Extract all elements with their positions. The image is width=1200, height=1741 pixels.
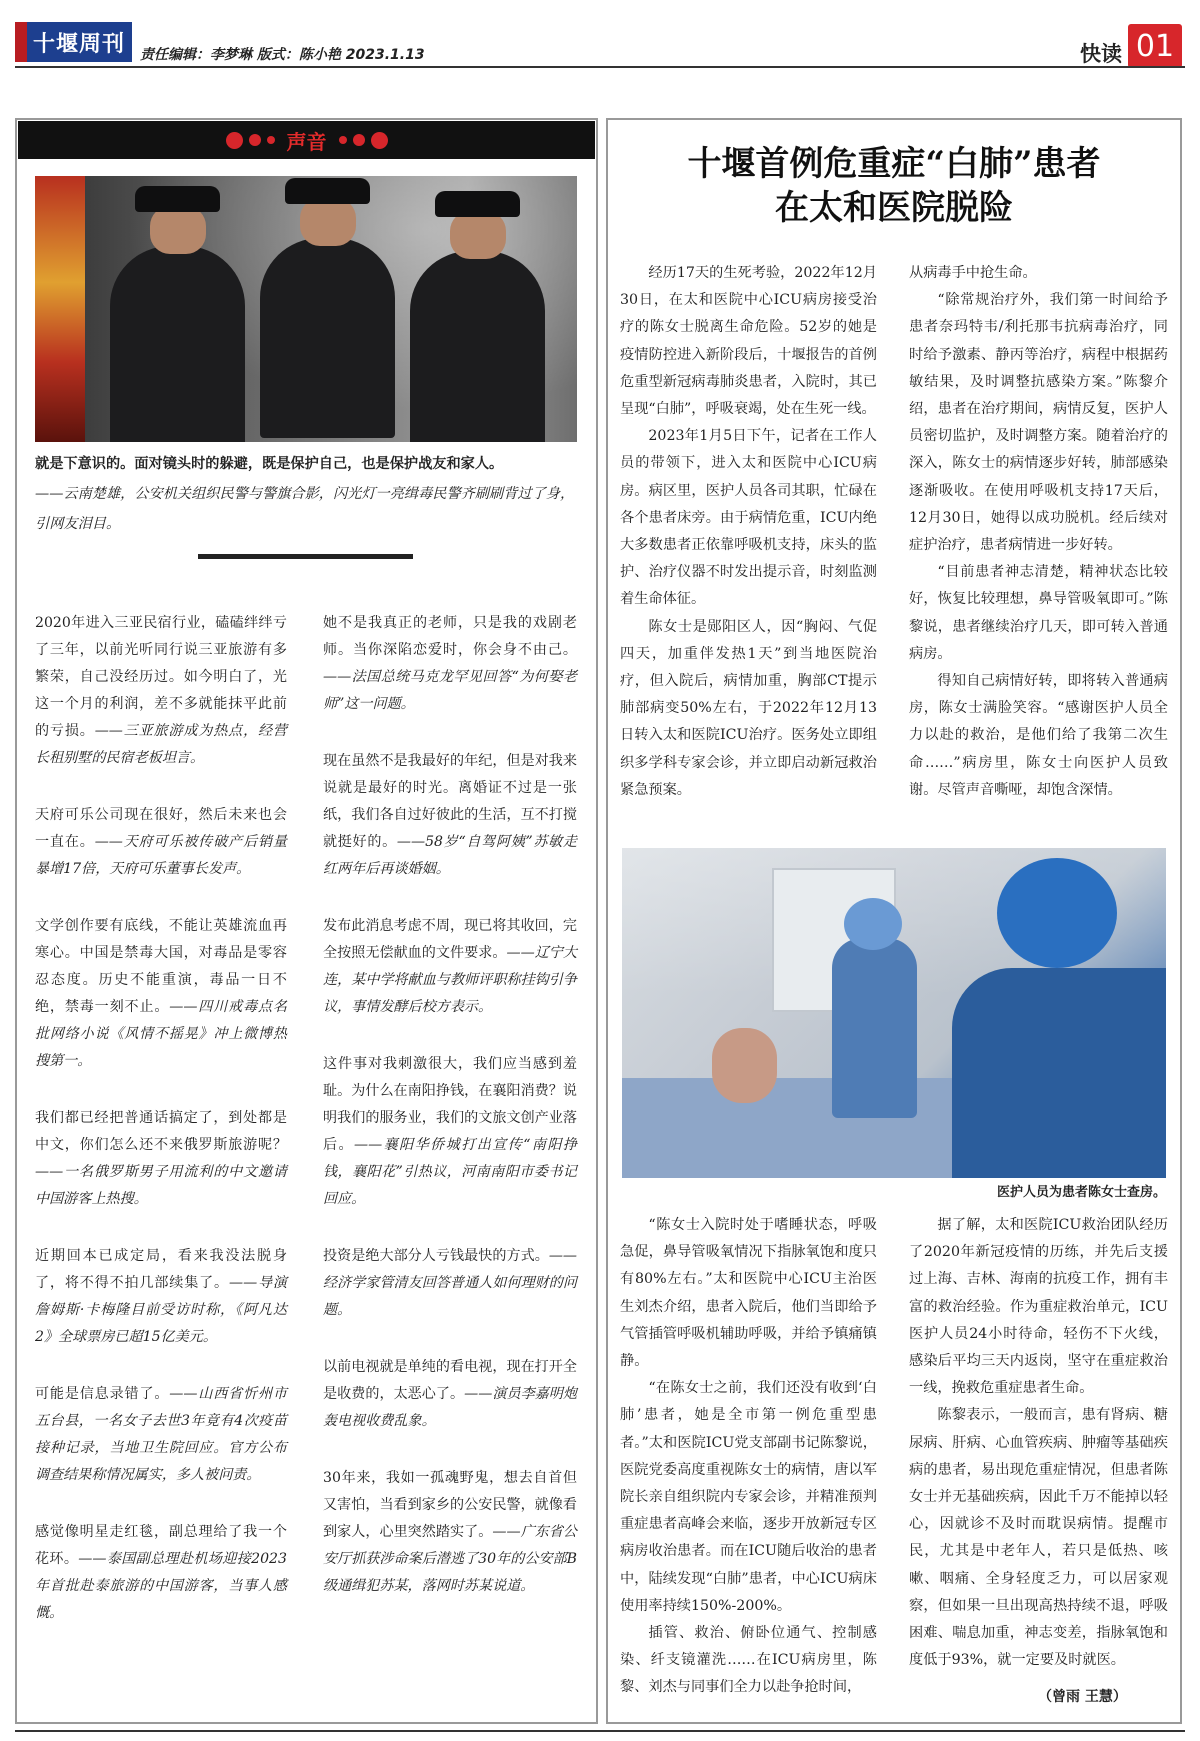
paragraph: 陈女士是郧阳区人，因“胸闷、气促四天，加重伴发热1天”到当地医院治疗，但入院后，病情加重，胸部CT提示肺部病变50%左右，于2022年12月13日转入太和医院ICU治疗。医务处立即组织多学科专家会诊，并立即启动新冠救治紧急预案。 [620, 618, 877, 798]
section-label: 快读 [1080, 42, 1122, 66]
nurse-cap [844, 898, 902, 950]
paragraph: 从病毒手中抢生命。 [909, 265, 1037, 281]
paragraph: 经历17天的生死考验，2022年12月30日，在太和医院中心ICU病房接受治疗的陈女士脱离生命危险。52岁的她是疫情防控进入新阶段后，十堰报告的首例危重型新冠病毒肺炎患者，入院时，其已呈现“白肺”，呼吸衰竭，处在生死一线。 [620, 265, 877, 418]
voice-header-bar [18, 121, 595, 159]
officer-cap [285, 178, 370, 204]
quote-item: 可能是信息录错了。——山西省忻州市五台县，一名女子去世3年竟有4次疫苗接种记录，当地卫生院回应。官方公布调查结果称情况属实，多人被问责。 [35, 1386, 288, 1483]
logo-text: 十堰周刊 [33, 30, 126, 57]
headline-line-1: 十堰首例危重症“白肺”患者 [687, 144, 1101, 184]
article-column-1-bottom [620, 1212, 877, 1702]
quote-item: 2020年进入三亚民宿行业，磕磕绊绊亏了三年，以前光听同行说三亚旅游有多繁荣，自己没经历过。如今明白了，光这一个月的利润，差不多就能抹平此前的亏损。——三亚旅游成为热点，经营长租别墅的民宿老板坦言。 [35, 615, 288, 766]
article-column-2-top [909, 260, 1168, 804]
quote-item: 以前电视就是单纯的看电视，现在打开全是收费的，太恶心了。——演员李嘉明炮轰电视收费乱象。 [323, 1359, 578, 1429]
voice-title: 声音 [286, 129, 327, 154]
caption-source-text: ——云南楚雄，公安机关组织民警与警旗合影，闪光灯一亮缉毒民警齐刷刷背过了身，引网友泪目。 [35, 486, 575, 532]
officer-figure [110, 246, 245, 442]
officer-figure [260, 238, 395, 438]
officer-figure [410, 251, 545, 442]
page-number: 01 [1128, 24, 1182, 68]
officer-cap [135, 186, 220, 212]
police-salute-photo [35, 176, 577, 442]
top-rule [15, 66, 1185, 68]
paragraph: 插管、救治、俯卧位通气、控制感染、纤支镜灌洗……在ICU病房里，陈黎、刘杰与同事们全力以赴争抢时间， [620, 1625, 877, 1696]
quote-item: 30年来，我如一孤魂野鬼，想去自首但又害怕，当看到家乡的公安民警，就像看到家人，心里突然踏实了。——广东省公安厅抓获涉命案后潜逃了30年的公安部B级通缉犯苏某，落网时苏某说道。 [323, 1470, 577, 1594]
paragraph: “除常规治疗外，我们第一时间给予患者奈玛特韦/利托那韦抗病毒治疗，同时给予激素、静丙等治疗，病程中根据药敏结果，及时调整抗感染方案。”陈黎介绍，患者在治疗期间，病情反复，医护人员密切监护，及时调整方案。随着治疗的深入，陈女士的病情逐步好转，肺部感染逐渐吸收。在使用呼吸机支持17天后，12月30日，她得以成功脱机。经后续对症护治疗，患者病情进一步好转。 [909, 292, 1168, 554]
quotes-column-right [323, 610, 577, 1630]
officer-head [150, 206, 206, 254]
photo-caption [35, 449, 580, 539]
quote-item: 感觉像明星走红毯，副总理给了我一个花环。——泰国副总理赴机场迎接2023年首批赴泰旅游的中国游客，当事人感慨。 [35, 1524, 287, 1621]
quotes-column-left [35, 610, 287, 1657]
quote-item: 天府可乐公司现在很好，然后未来也会一直在。——天府可乐被传破产后销量暴增17倍，天府可乐董事长发声。 [35, 807, 288, 877]
paragraph: 据了解，太和医院ICU救治团队经历了2020年新冠疫情的历练，并先后支援过上海、吉林、海南的抗疫工作，拥有丰富的救治经验。作为重症救治单元，ICU医护人员24小时待命，轻伤不下火线，感染后平均三天内返岗，坚守在重症救治一线，挽救危重症患者生命。 [909, 1217, 1168, 1397]
officer-cap [435, 191, 520, 217]
article-column-1-top [620, 260, 877, 804]
red-dot-icon [267, 136, 275, 144]
paragraph: “陈女士入院时处于嗜睡状态，呼吸急促，鼻导管吸氧情况下指脉氧饱和度只有80%左右。”太和医院中心ICU主治医生刘杰介绍，患者入院后，他们当即给予气管插管呼吸机辅助呼吸，并给予镇痛镇静。 [620, 1217, 877, 1370]
doctor-cap [997, 858, 1117, 968]
paragraph: “在陈女士之前，我们还没有收到‘白肺’患者，她是全市第一例危重型患者。”太和医院ICU党支部副书记陈黎说，医院党委高度重视陈女士的病情，唐以军院长亲自组织院内专家会诊，并精准预判重症患者高峰会来临，逐步开放新冠专区病房收治患者。而在ICU随后收治的患者中，陆续发现“白肺”患者，中心ICU病床使用率持续150%-200%。 [620, 1380, 877, 1614]
quote-item: 这件事对我刺激很大，我们应当感到羞耻。为什么在南阳挣钱，在襄阳消费？说明我们的服务业，我们的文旅文创产业落后。——襄阳华侨城打出宣传“南阳挣钱，襄阳花”引热议，河南南阳市委书记回应。 [323, 1056, 577, 1207]
quote-item: 发布此消息考虑不周，现已将其收回，完全按照无偿献血的文件要求。——辽宁大连，某中学将献血与教师评职称挂钩引争议，事情发酵后校方表示。 [323, 918, 578, 1015]
quote-item: 我们都已经把普通话搞定了，到处都是中文，你们怎么还不来俄罗斯旅游呢？——一名俄罗斯男子用流利的中文邀请中国游客上热搜。 [35, 1110, 287, 1207]
masthead-logo [15, 22, 132, 62]
nurse-figure [832, 938, 917, 1118]
red-dot-icon [339, 136, 347, 144]
red-dot-icon [371, 132, 388, 149]
byline: （曾雨 王慧） [1038, 1689, 1127, 1705]
officer-head [300, 198, 356, 246]
patient-figure [712, 1028, 777, 1103]
officer-head [450, 211, 506, 259]
headline-line-2: 在太和医院脱险 [775, 188, 1013, 228]
quote-item: 投资是绝大部分人亏钱最快的方式。——经济学家管清友回答普通人如何理财的问题。 [323, 1248, 577, 1318]
quote-item: 她不是我真正的老师，只是我的戏剧老师。当你深陷恋爱时，你会身不由己。——法国总统马克龙罕见回答“为何娶老师”这一问题。 [323, 615, 577, 712]
icu-ward-photo [622, 848, 1166, 1178]
red-dot-icon [226, 132, 243, 149]
paragraph: “目前患者神志清楚，精神状态比较好，恢复比较理想，鼻导管吸氧即可。”陈黎说，患者继续治疗几天，即可转入普通病房。 [909, 564, 1168, 662]
article-column-2-bottom [909, 1212, 1168, 1674]
quote-item: 文学创作要有底线，不能让英雄流血再寒心。中国是禁毒大国，对毒品是零容忍态度。历史不能重演，毒品一日不绝，禁毒一刻不止。——四川戒毒点名批网络小说《风情不摇晃》冲上微博热搜第一。 [35, 918, 288, 1069]
paragraph: 陈黎表示，一般而言，患有肾病、糖尿病、肝病、心血管疾病、肿瘤等基础疾病的患者，易出现危重症情况，但患者陈女士并无基础疾病，因此千万不能掉以轻心，因就诊不及时而耽误病情。提醒市民，尤其是中老年人，若只是低热、咳嗽、咽痛、全身轻度乏力，可以居家观察，但如果一旦出现高热持续不退，呼吸困难、喘息加重，神志变差，指脉氧饱和度低于93%，就一定要及时就医。 [909, 1407, 1168, 1669]
quote-item: 现在虽然不是我最好的年纪，但是对我来说就是最好的时光。离婚证不过是一张纸，我们各自过好彼此的生活，互不打搅就挺好的。——58岁“自驾阿姨”苏敏走红两年后再谈婚姻。 [323, 753, 578, 877]
red-dot-icon [249, 134, 261, 146]
doctor-figure [952, 968, 1166, 1178]
photo-caption: 医护人员为患者陈女士查房。 [996, 1185, 1166, 1200]
divider-rule [198, 554, 413, 559]
red-dot-icon [353, 134, 365, 146]
logo-side-stripe [15, 22, 27, 62]
paragraph: 得知自己病情好转，即将转入普通病房，陈女士满脸笑容。“感谢医护人员全力以赴的救治，是他们给了我第二次生命……”病房里，陈女士向医护人员致谢。尽管声音嘶哑，却饱含深情。 [909, 673, 1168, 798]
quote-item: 近期回本已成定局，看来我没法脱身了，将不得不拍几部续集了。——导演詹姆斯·卡梅隆目前受访时称，《阿凡达2》全球票房已超15亿美元。 [35, 1248, 288, 1345]
caption-bold-text: 就是下意识的。面对镜头时的躲避，既是保护自己，也是保护战友和家人。 [35, 456, 504, 472]
article-headline [620, 142, 1168, 230]
bottom-rule [15, 1730, 1185, 1732]
paragraph: 2023年1月5日下午，记者在工作人员的带领下，进入太和医院中心ICU病房。病区里，医护人员各司其职，忙碌在各个患者床旁。由于病情危重，ICU内绝大多数患者正依靠呼吸机支持，床头的监护、治疗仪器不时发出提示音，时刻监测着生命体征。 [620, 428, 877, 608]
editor-meta: 责任编辑：李梦琳 版式：陈小艳 2023.1.13 [140, 47, 425, 63]
